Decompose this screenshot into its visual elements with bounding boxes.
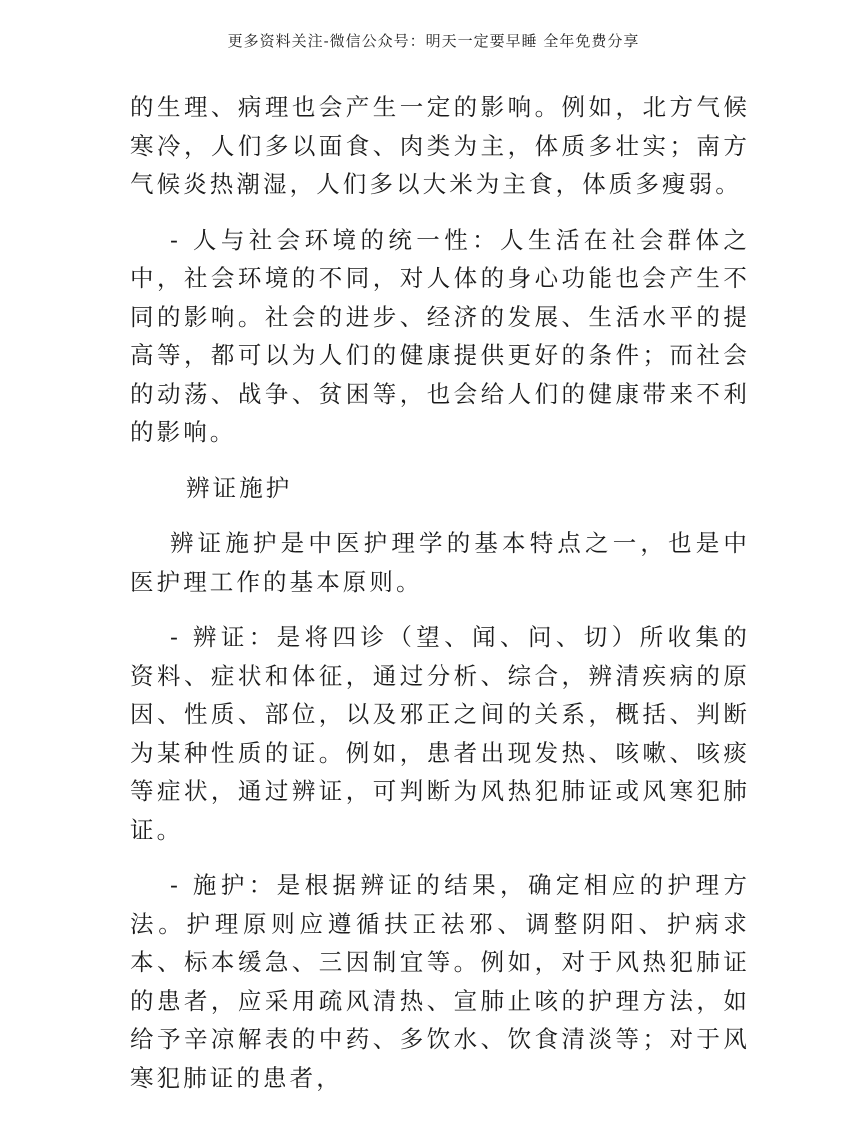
paragraph-syndrome-nursing-intro: 辨证施护是中医护理学的基本特点之一，也是中医护理工作的基本原则。 [130,529,750,596]
paragraph-social-environment: - 人与社会环境的统一性：人生活在社会群体之中，社会环境的不同，对人体的身心功能也会产生不同的影响。社会的进步、经济的发展、生活水平的提高等，都可以为人们的健康提供更好的条件；而社会的动荡、战争、贫困等，也会给人们的健康带来不利的影响。 [130,225,750,446]
paragraph-syndrome-differentiation: - 辨证：是将四诊（望、闻、问、切）所收集的资料、症状和体征，通过分析、综合，辨清疾病的原因、性质、部位，以及邪正之间的关系，概括、判断为某种性质的证。例如，患者出现发热、咳嗽、咳痰等症状，通过辨证，可判断为风热犯肺证或风寒犯肺证。 [130,623,750,844]
page-header: 更多资料关注-微信公众号：明天一定要早睡 全年免费分享 [227,32,640,50]
document-body [130,88,750,1114]
paragraph-nursing-application: - 施护：是根据辨证的结果，确定相应的护理方法。护理原则应遵循扶正祛邪、调整阴阳、护病求本、标本缓急、三因制宜等。例如，对于风热犯肺证的患者，应采用疏风清热、宣肺止咳的护理方法，如给予辛凉解表的中药、多饮水、饮食清淡等；对于风寒犯肺证的患者， [130,871,750,1092]
paragraph-diet-climate: 的生理、病理也会产生一定的影响。例如，北方气候寒冷，人们多以面食、肉类为主，体质多壮实；南方气候炎热潮湿，人们多以大米为主食，体质多瘦弱。 [130,93,750,198]
section-heading-syndrome-nursing: 辨证施护 [186,473,293,502]
